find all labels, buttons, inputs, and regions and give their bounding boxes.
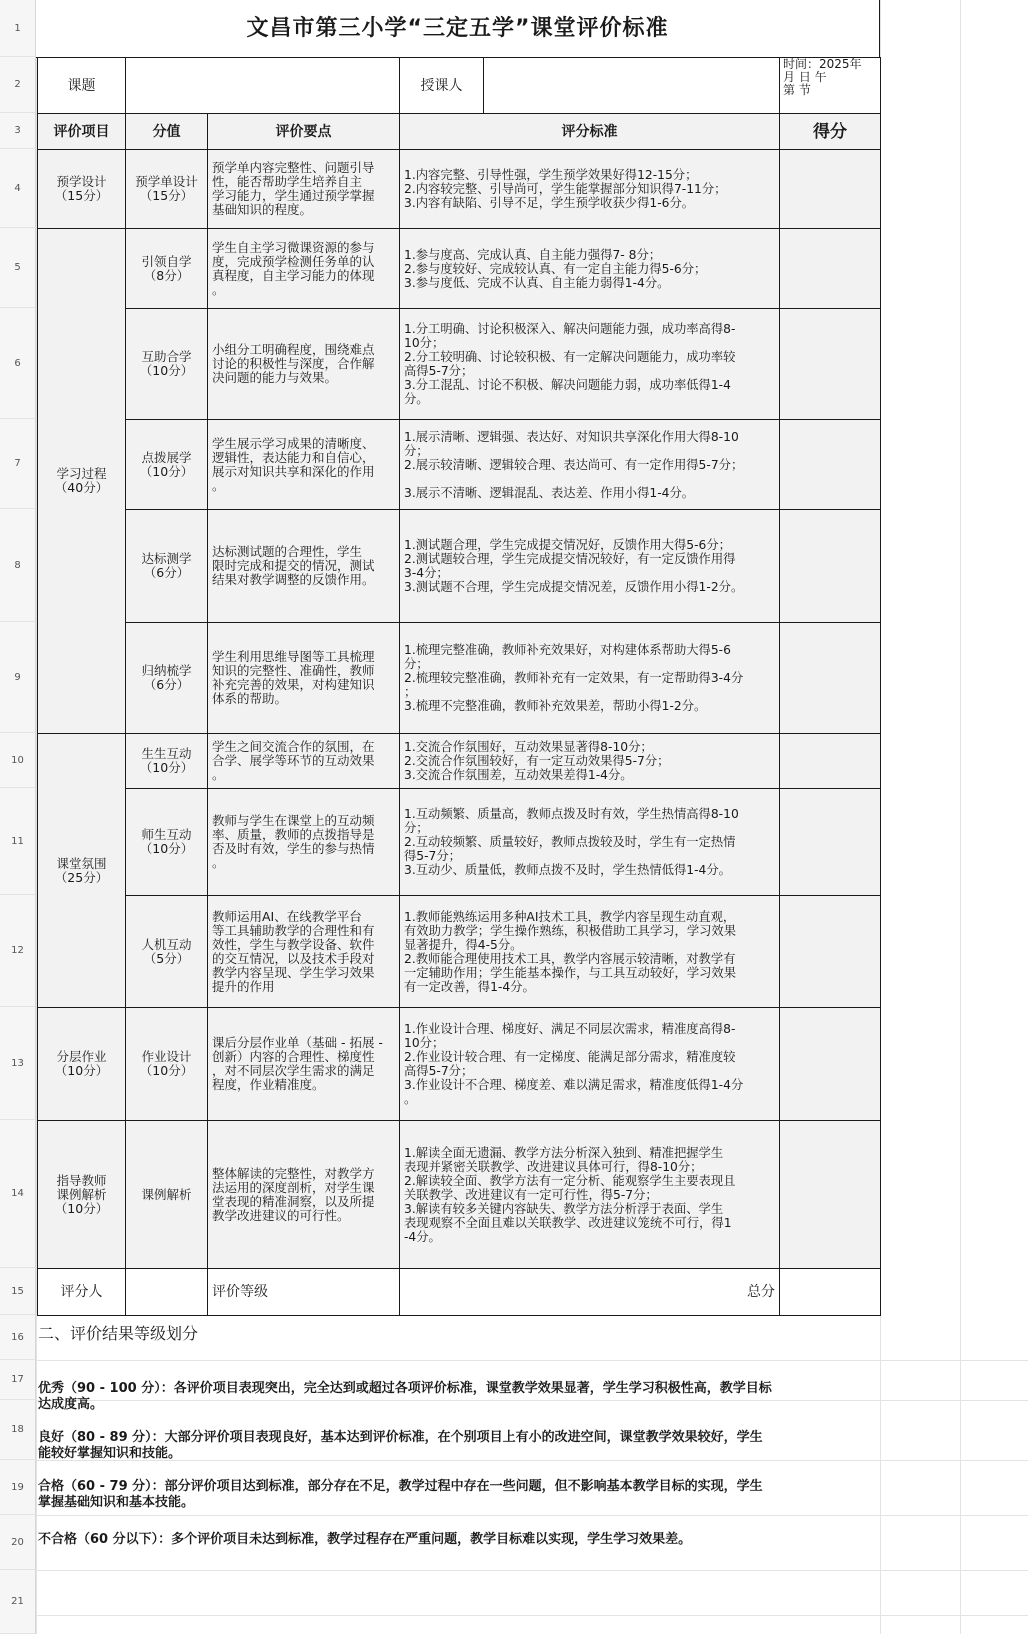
- grade-good-text: 大部分评价项目表现良好，基本达到评价标准，在个别项目上有小的改进空间，课堂教学效果较好，学生 能较好掌握知识和技能。: [38, 1430, 763, 1461]
- sub-item: 点拨展学 （10分）: [125, 419, 208, 510]
- gridline: [36, 1570, 1028, 1571]
- row-header[interactable]: 19: [0, 1460, 36, 1515]
- header-score: 得分: [779, 113, 881, 150]
- sub-item: 人机互动 （5分）: [125, 895, 208, 1008]
- section-lesson-analysis: 指导教师 课例解析 （10分）: [37, 1120, 126, 1269]
- sub-item: 生生互动 （10分）: [125, 733, 208, 789]
- header-criteria: 评分标准: [399, 113, 780, 150]
- score-cell[interactable]: [779, 509, 881, 623]
- score-cell[interactable]: [779, 228, 881, 309]
- score-cell[interactable]: [779, 895, 881, 1008]
- total-value-cell[interactable]: [779, 1268, 881, 1316]
- row-header[interactable]: 5: [0, 228, 36, 308]
- sub-item: 作业设计 （10分）: [125, 1007, 208, 1121]
- section-layered-homework: 分层作业 （10分）: [37, 1007, 126, 1121]
- criteria-text: 1.参与度高、完成认真、自主能力强得7- 8分； 2.参与度较好、完成较认真、有一定自主能力得5-6分； 3.参与度低、完成不认真、自主能力弱得1-4分。: [399, 228, 780, 309]
- grade-label: 评价等级: [207, 1268, 400, 1316]
- criteria-text: 1.互动频繁、质量高，教师点拨及时有效，学生热情高得8-10 分； 2.互动较频繁、质量较好，教师点拨较及时，学生有一定热情 得5-7分； 3.互动少、质量低，教师点拨不及时，学生热情低得1-4分。: [399, 788, 780, 896]
- sub-item: 归纳梳学 （6分）: [125, 622, 208, 734]
- header-key-points: 评价要点: [207, 113, 400, 150]
- row-header[interactable]: 14: [0, 1120, 36, 1268]
- row-header[interactable]: 20: [0, 1515, 36, 1570]
- criteria-text: 1.分工明确、讨论积极深入、解决问题能力强，成功率高得8- 10分； 2.分工较明确、讨论较积极、有一定解决问题能力，成功率较 高得5-7分； 3.分工混乱、讨论不积极、解决问题能力弱，成功率低得1-4 分。: [399, 308, 780, 420]
- key-point: 课后分层作业单（基础 - 拓展 - 创新）内容的合理性、梯度性 ，对不同层次学生需求的满足 程度，作业精准度。: [207, 1007, 400, 1121]
- header-points: 分值: [125, 113, 208, 150]
- sub-item: 师生互动 （10分）: [125, 788, 208, 896]
- grade-excellent: [38, 1365, 1028, 1413]
- score-cell[interactable]: [779, 733, 881, 789]
- row-header[interactable]: 8: [0, 509, 36, 622]
- score-cell[interactable]: [779, 1007, 881, 1121]
- teacher-value-cell[interactable]: [483, 57, 780, 114]
- section-classroom-atmosphere: 课堂氛围 （25分）: [37, 733, 126, 1008]
- time-cell[interactable]: 时间：2025年 月 日 午 第 节: [779, 57, 881, 114]
- gridline: [36, 1615, 1028, 1616]
- key-point: 学生自主学习微课资源的参与 度，完成预学检测任务单的认 真程度，自主学习能力的体现 。: [207, 228, 400, 309]
- criteria-text: 1.测试题合理，学生完成提交情况好，反馈作用大得5-6分； 2.测试题较合理，学生完成提交情况较好，有一定反馈作用得 3-4分； 3.测试题不合理，学生完成提交情况差，反馈作用小得1-2分。: [399, 509, 780, 623]
- key-point: 教师运用AI、在线教学平台 等工具辅助教学的合理性和有 效性，学生与教学设备、软件 的交互情况，以及技术手段对 教学内容呈现、学生学习效果 提升的作用: [207, 895, 400, 1008]
- row-header[interactable]: 7: [0, 419, 36, 509]
- key-point: 学生之间交流合作的氛围，在 合学、展学等环节的互动效果 。: [207, 733, 400, 789]
- criteria-text: 1.交流合作氛围好，互动效果显著得8-10分； 2.交流合作氛围较好，有一定互动效果得5-7分； 3.交流合作氛围差，互动效果差得1-4分。: [399, 733, 780, 789]
- row-header[interactable]: 18: [0, 1400, 36, 1460]
- rater-value-cell[interactable]: [125, 1268, 208, 1316]
- grade-pass: [38, 1463, 1028, 1511]
- row-header[interactable]: 17: [0, 1360, 36, 1400]
- score-cell[interactable]: [779, 1120, 881, 1269]
- grade-excellent-label: 优秀（90 - 100 分）：: [38, 1381, 174, 1396]
- score-cell[interactable]: [779, 149, 881, 229]
- score-cell[interactable]: [779, 788, 881, 896]
- grade-excellent-text: 各评价项目表现突出，完全达到或超过各项评价标准，课堂教学效果显著，学生学习积极性高，教学目标 达成度高。: [38, 1381, 772, 1412]
- row-header[interactable]: 15: [0, 1268, 36, 1315]
- row-header[interactable]: 12: [0, 895, 36, 1007]
- row-header[interactable]: 21: [0, 1570, 36, 1634]
- page-title: 文昌市第三小学“三定五学”课堂评价标准: [36, 0, 880, 58]
- header-item: 评价项目: [37, 113, 126, 150]
- sub-item: 课例解析: [125, 1120, 208, 1269]
- key-point: 整体解读的完整性，对教学方 法运用的深度剖析，对学生课 堂表现的精准洞察，以及所提 教学改进建议的可行性。: [207, 1120, 400, 1269]
- topic-label: 课题: [37, 57, 126, 114]
- criteria-text: 1.内容完整、引导性强，学生预学效果好得12-15分； 2.内容较完整、引导尚可，学生能掌握部分知识得7-11分； 3.内容有缺陷、引导不足，学生预学收获少得1-6分。: [399, 149, 780, 229]
- criteria-text: 1.教师能熟练运用多种AI技术工具，教学内容呈现生动直观， 有效助力教学；学生操作熟练，积极借助工具学习，学习效果 显著提升，得4-5分。 2.教师能合理使用技术工具，教学内容展示较清晰，对教学有 一定辅助作用；学生能基本操作，与工具互动较好，学习效果 有一定改善，得1-4分。: [399, 895, 780, 1008]
- teacher-label: 授课人: [399, 57, 484, 114]
- row-header[interactable]: 9: [0, 622, 36, 733]
- sub-item: 达标测学 （6分）: [125, 509, 208, 623]
- criteria-text: 1.展示清晰、逻辑强、表达好、对知识共享深化作用大得8-10 分； 2.展示较清晰、逻辑较合理、表达尚可、有一定作用得5-7分； 3.展示不清晰、逻辑混乱、表达差、作用小得1-4分。: [399, 419, 780, 510]
- row-header[interactable]: 1: [0, 0, 36, 57]
- row-header[interactable]: 6: [0, 308, 36, 419]
- rater-label: 评分人: [37, 1268, 126, 1316]
- grade-fail-label: 不合格（60 分以下）：: [38, 1532, 172, 1547]
- sub-item: 预学单设计 （15分）: [125, 149, 208, 229]
- key-point: 小组分工明确程度，围绕难点 讨论的积极性与深度，合作解 决问题的能力与效果。: [207, 308, 400, 420]
- key-point: 学生利用思维导图等工具梳理 知识的完整性、准确性，教师 补充完善的效果，对构建知识 体系的帮助。: [207, 622, 400, 734]
- row-header[interactable]: 10: [0, 733, 36, 788]
- grade-fail: [38, 1516, 1028, 1548]
- sub-item: 引领自学 （8分）: [125, 228, 208, 309]
- criteria-text: 1.解读全面无遗漏、教学方法分析深入独到、精准把握学生 表现并紧密关联教学、改进建议具体可行，得8-10分； 2.解读较全面、教学方法有一定分析、能观察学生主要表现且 关联教学、改进建议有一定可行性，得5-7分； 3.解读有较多关键内容缺失、教学方法分析浮于表面、学生 表现观察不全面且难以关联教学、改进建议笼统不可行，得1 -4分。: [399, 1120, 780, 1269]
- row-header[interactable]: 11: [0, 788, 36, 895]
- key-point: 预学单内容完整性、问题引导 性，能否帮助学生培养自主 学习能力，学生通过预学掌握 基础知识的程度。: [207, 149, 400, 229]
- grading-heading: 二、评价结果等级划分: [38, 1324, 199, 1343]
- criteria-text: 1.作业设计合理、梯度好、满足不同层次需求，精准度高得8- 10分； 2.作业设计较合理、有一定梯度、能满足部分需求，精准度较 高得5-7分； 3.作业设计不合理、梯度差、难以满足需求，精准度低得1-4分 。: [399, 1007, 780, 1121]
- row-header[interactable]: 3: [0, 113, 36, 149]
- grade-good-label: 良好（80 - 89 分）：: [38, 1430, 165, 1445]
- grade-pass-text: 部分评价项目达到标准，部分存在不足，教学过程中存在一些问题，但不影响基本教学目标的实现，学生 掌握基础知识和基本技能。: [38, 1479, 763, 1510]
- row-header[interactable]: 4: [0, 149, 36, 228]
- score-cell[interactable]: [779, 419, 881, 510]
- topic-value-cell[interactable]: [125, 57, 400, 114]
- total-label: 总分: [399, 1268, 780, 1316]
- row-header[interactable]: 16: [0, 1315, 36, 1360]
- gridline: [36, 1360, 1028, 1361]
- grade-pass-label: 合格（60 - 79 分）：: [38, 1479, 165, 1494]
- criteria-text: 1.梳理完整准确，教师补充效果好，对构建体系帮助大得5-6 分； 2.梳理较完整准确，教师补充有一定效果，有一定帮助得3-4分 ； 3.梳理不完整准确，教师补充效果差，帮助小得1-2分。: [399, 622, 780, 734]
- section-learning-process: 学习过程 （40分）: [37, 228, 126, 734]
- score-cell[interactable]: [779, 308, 881, 420]
- grade-good: [38, 1414, 1028, 1462]
- score-cell[interactable]: [779, 622, 881, 734]
- key-point: 教师与学生在课堂上的互动频 率、质量，教师的点拨指导是 否及时有效，学生的参与热情 。: [207, 788, 400, 896]
- row-header[interactable]: 2: [0, 57, 36, 113]
- section-prestudy: 预学设计 （15分）: [37, 149, 126, 229]
- grade-fail-text: 多个评价项目未达到标准，教学过程存在严重问题，教学目标难以实现，学生学习效果差。: [171, 1532, 692, 1547]
- sub-item: 互助合学 （10分）: [125, 308, 208, 420]
- row-header[interactable]: 13: [0, 1007, 36, 1120]
- key-point: 学生展示学习成果的清晰度、 逻辑性，表达能力和自信心， 展示对知识共享和深化的作用 。: [207, 419, 400, 510]
- key-point: 达标测试题的合理性，学生 限时完成和提交的情况，测试 结果对教学调整的反馈作用。: [207, 509, 400, 623]
